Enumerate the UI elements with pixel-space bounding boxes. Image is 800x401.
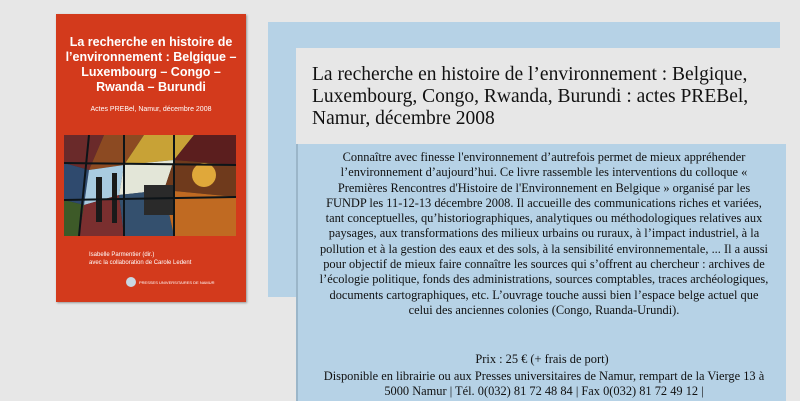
publisher-emblem-icon bbox=[126, 277, 136, 287]
description-panel bbox=[296, 144, 786, 401]
frame-top-bar bbox=[268, 22, 780, 48]
publisher-name: PRESSES UNIVERSITAIRES DE NAMUR bbox=[139, 279, 215, 285]
book-description: Connaître avec finesse l'environnement d’autrefois permet de mieux appréhender l’environnement d’aujourd’hui. Ce livre rassemble les interventions du colloque « Premières Rencontres d'Histoire de l'Environnement en Belgique » organisé par les FUNDP les 11-12-13 décembre 2008. Il accueille des communications riches et variées, tant conceptuelles, qu’historiographiques, analytiques ou méthodologiques relatives aux paysages, aux transformations des milieux urbains ou ruraux, à l’impact industriel, à la pollution et à la gestion des eaux et des sols, à la sensibilité environnementale, ... Il a aussi pour objectif de mieux faire connaître les sources qui s’offrent au chercheur : archives de l’écologie politique, fonds des administrations, sources comptables, traces archéologiques, documents cartographiques, etc. L’ouvrage touche aussi bien l’espace belge actuel que celui des anciennes colonies (Congo, Ruanda-Urundi). bbox=[319, 150, 769, 317]
book-cover bbox=[56, 14, 246, 302]
publisher-logo bbox=[126, 277, 215, 287]
availability-info: Disponible en librairie ou aux Presses universitaires de Namur, rempart de la Vierge 13 à 5000 Namur | Tél. 0(032) 81 72 48 84 | Fax 0(032) 81 72 49 12 | bbox=[323, 369, 765, 399]
cover-subtitle: Actes PREBel, Namur, décembre 2008 bbox=[90, 106, 212, 113]
cover-author: Isabelle Parmentier (dir.) avec la collaboration de Carole Ledent bbox=[89, 252, 192, 266]
page-title: La recherche en histoire de l’environnement : Belgique, Luxembourg, Congo, Rwanda, Burundi : actes PREBel, Namur, décembre 2008 bbox=[312, 64, 749, 129]
stained-glass-illustration bbox=[64, 135, 236, 236]
cover-title: La recherche en histoire de l’environnement : Belgique – Luxembourg – Congo – Rwanda – Burundi bbox=[65, 35, 237, 94]
frame-left-bar bbox=[268, 22, 296, 297]
price: Prix : 25 € (+ frais de port) bbox=[475, 352, 609, 366]
